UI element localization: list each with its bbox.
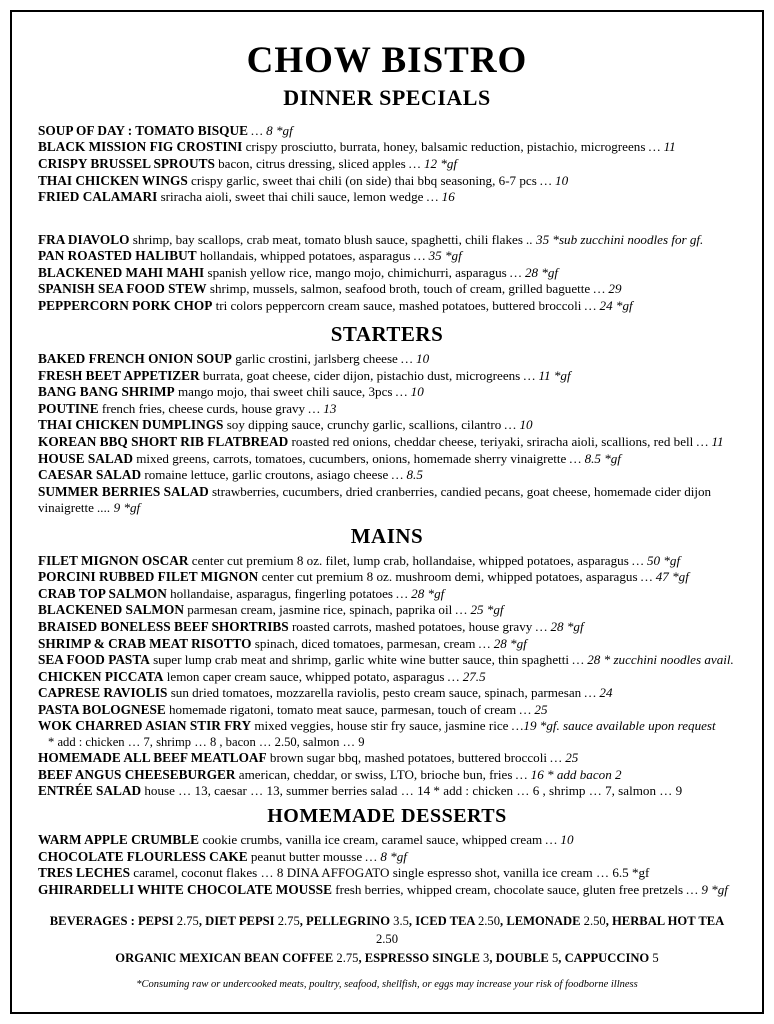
menu-item [38, 553, 736, 569]
menu-item [38, 767, 736, 783]
beverage-name: , ICED TEA [408, 914, 478, 929]
menu-item [38, 619, 736, 635]
menu-item-name: CAPRESE RAVIOLIS [38, 685, 168, 701]
menu-item-name: FRIED CALAMARI [38, 189, 158, 205]
menu-item-name: BAKED FRENCH ONION SOUP [38, 351, 232, 367]
menu-item-price: … 25 *gf [452, 602, 504, 618]
beverage-name: , ESPRESSO SINGLE [358, 950, 484, 965]
beverage-price: 2.75 [176, 914, 199, 929]
menu-item-price: … 12 *gf [405, 156, 458, 171]
menu-item-description: center cut premium 8 oz. filet, lump crab, hollandaise, whipped potatoes, asparagus [188, 552, 629, 568]
menu-item-price: … 9 *gf [683, 881, 728, 897]
menu-item [38, 173, 736, 189]
menu-item-name: BLACKENED SALMON [38, 602, 184, 618]
menu-item-description: spinach, diced tomatoes, parmesan, cream [251, 635, 476, 651]
menu-item-name: CRISPY BRUSSEL SPROUTS [38, 156, 215, 171]
menu-item-description: caramel, coconut flakes … 8 DINA AFFOGATO single espresso shot, vanilla ice cream … 6.5 *gf [130, 865, 650, 881]
menu-item-description: french fries, cheese curds, house gravy [98, 400, 306, 416]
menu-item-description: lemon caper cream sauce, whipped potato, asparagus [163, 668, 445, 684]
menu-subtitle: DINNER SPECIALS [283, 84, 491, 110]
menu-item-description: crispy garlic, sweet thai chili (on side) thai bbq seasoning, 6-7 pcs [187, 172, 537, 188]
beverage-name: , CAPPUCCINO [558, 950, 653, 965]
menu-item-name: KOREAN BBQ SHORT RIB FLATBREAD [38, 434, 289, 450]
menu-item-name: SEA FOOD PASTA [38, 652, 150, 668]
beverages-line-2 [38, 949, 736, 967]
menu-item-name: FILET MIGNON OSCAR [38, 552, 189, 568]
menu-item [38, 123, 736, 139]
menu-item-name: PAN ROASTED HALIBUT [38, 248, 197, 264]
menu-item [38, 265, 736, 281]
menu-item [38, 139, 736, 155]
menu-item-price: … 11 [693, 434, 724, 450]
menu-item-price: … 25 [516, 701, 548, 717]
menu-item-description: roasted carrots, mashed potatoes, house gravy [288, 618, 533, 634]
menu-item-price: … 28 *gf [392, 585, 445, 601]
menu-item-price: … 10 [536, 172, 569, 188]
menu-item [38, 636, 736, 652]
menu-item-name: BANG BANG SHRIMP [38, 384, 175, 400]
menu-item [38, 248, 736, 264]
menu-item [38, 569, 736, 585]
menu-item-description: tri colors peppercorn cream sauce, mashed potatoes, buttered broccoli [212, 298, 582, 314]
menu-item-price: … 28 *gf [475, 635, 527, 651]
restaurant-title: CHOW BISTRO [246, 40, 528, 81]
beverage-name: , DOUBLE [489, 950, 552, 965]
beverage-name: , HERBAL HOT TEA [605, 914, 725, 929]
menu-item [38, 669, 736, 685]
beverage-price: 3.5 [393, 914, 409, 929]
beverage-price: 2.50 [477, 914, 501, 929]
menu-item-price: … 35 *gf [410, 248, 462, 264]
menu-item-description: strawberries, cucumbers, dried cranberries, candied pecans, goat cheese, homemade cider dijon vinaigrette [38, 483, 712, 515]
section-title-desserts: HOMEMADE DESSERTS [267, 805, 507, 828]
menu-item-description: cookie crumbs, vanilla ice cream, caramel sauce, whipped cream [199, 832, 543, 848]
menu-item-price: … 27.5 [444, 668, 486, 684]
menu-item-name: BLACK MISSION FIG CROSTINI [38, 139, 243, 155]
menu-item [38, 865, 736, 881]
menu-item-price: … 16 [423, 189, 455, 205]
menu-item-price: … 28 *gf [506, 264, 559, 280]
menu-item [38, 434, 736, 450]
menu-item-name: CHICKEN PICCATA [38, 668, 164, 684]
menu-item-description: mixed greens, carrots, tomatoes, cucumbers, onions, homemade sherry vinaigrette [132, 450, 567, 466]
menu-item-name: PASTA BOLOGNESE [38, 701, 166, 717]
beverages-items-1 [138, 914, 724, 946]
beverage-price: 5 [652, 950, 659, 965]
menu-item-name: PEPPERCORN PORK CHOP [38, 298, 213, 314]
menu-item-description: mango mojo, thai sweet chili sauce, 3pcs [174, 384, 393, 400]
menu-item [38, 586, 736, 602]
menu-item [38, 783, 736, 799]
beverage-price: 2.75 [336, 950, 359, 965]
menu-item-price: .... 9 *gf [94, 499, 141, 515]
menu-item-description: mixed veggies, house stir fry sauce, jasmine rice [251, 718, 509, 734]
menu-item-name: THAI CHICKEN DUMPLINGS [38, 417, 224, 433]
menu-item-name: TRES LECHES [38, 865, 131, 881]
menu-item-description: shrimp, bay scallops, crab meat, tomato blush sauce, spaghetti, chili flakes [129, 231, 523, 247]
menu-item [38, 685, 736, 701]
menu-item-description: bacon, citrus dressing, sliced apples [214, 156, 406, 171]
menu-item-name: FRA DIAVOLO [38, 231, 130, 247]
beverages-line-1 [38, 912, 736, 949]
menu-item-description: crispy prosciutto, burrata, honey, balsamic reduction, pistachio, microgreens [242, 139, 646, 155]
menu-item-name: WARM APPLE CRUMBLE [38, 832, 200, 848]
menu-item [38, 602, 736, 618]
menu-item [38, 702, 736, 718]
beverage-price: 2.75 [277, 914, 300, 929]
menu-item-price: … 10 [392, 384, 424, 400]
menu-item-price: … 16 * add bacon 2 [512, 766, 622, 782]
menu-item-description: hollandaise, asparagus, fingerling potatoes [166, 585, 393, 601]
beverage-price: 2.50 [375, 932, 399, 947]
mains-continued-list [38, 750, 736, 799]
menu-item [38, 401, 736, 417]
menu-content [10, 10, 764, 1014]
menu-item [38, 232, 736, 248]
menu-item-description: house … 13, caesar … 13, summer berries salad … 14 * add : chicken … 6 , shrimp … 7, salmon … 9 [141, 783, 683, 799]
menu-item-name: BRAISED BONELESS BEEF SHORTRIBS [38, 618, 289, 634]
menu-item [38, 384, 736, 400]
menu-item [38, 189, 736, 205]
menu-item-description: parmesan cream, jasmine rice, spinach, paprika oil [183, 602, 453, 618]
menu-item-name: BEEF ANGUS CHEESEBURGER [38, 766, 236, 782]
menu-item-description: brown sugar bbq, mashed potatoes, buttered broccoli [266, 750, 548, 766]
specials-mains-list [38, 232, 736, 314]
menu-item [38, 368, 736, 384]
menu-item-description: burrata, goat cheese, cider dijon, pistachio dust, microgreens [199, 367, 521, 383]
beverages-block [38, 912, 736, 967]
menu-item-description: sun dried tomatoes, mozzarella raviolis, pesto cream sauce, spinach, parmesan [167, 685, 582, 701]
menu-item-description: american, cheddar, or swiss, LTO, brioche bun, fries [235, 766, 513, 782]
section-title-mains: MAINS [350, 523, 424, 548]
menu-item-name: SPANISH SEA FOOD STEW [38, 281, 207, 297]
menu-item-name: BLACKENED MAHI MAHI [38, 264, 205, 280]
menu-item-price: … 8 *gf [247, 122, 293, 138]
menu-item-price: … 10 [542, 832, 574, 848]
menu-item-price: … 10 [397, 351, 430, 367]
beverage-name: PEPSI [137, 914, 177, 929]
beverage-name: , LEMONADE [500, 914, 584, 929]
menu-item-name: GHIRARDELLI WHITE CHOCOLATE MOUSSE [38, 881, 332, 897]
menu-item-price: … 10 [501, 417, 533, 433]
menu-item-description: super lump crab meat and shrimp, garlic white wine butter sauce, thin spaghetti [149, 652, 570, 668]
menu-item-description: shrimp, mussels, salmon, seafood broth, touch of cream, grilled baguette [206, 281, 591, 297]
beverage-name: , PELLEGRINO [299, 914, 394, 929]
menu-item [38, 417, 736, 433]
menu-item [38, 652, 736, 668]
menu-item-name: POUTINE [38, 400, 99, 416]
section-title-starters: STARTERS [330, 322, 444, 347]
menu-item-name: THAI CHICKEN WINGS [38, 172, 188, 188]
menu-item-name: ENTRÉE SALAD [38, 783, 142, 799]
menu-item-description: fresh berries, whipped cream, chocolate sauce, gluten free pretzels [331, 881, 684, 897]
menu-item-description: homemade rigatoni, tomato meat sauce, parmesan, touch of cream [165, 701, 517, 717]
menu-item-price: … 24 [581, 685, 613, 701]
menu-item-name: SUMMER BERRIES SALAD [38, 483, 209, 499]
menu-item [38, 832, 736, 848]
menu-item-description: hollandais, whipped potatoes, asparagus [196, 248, 411, 264]
menu-item-name: HOMEMADE ALL BEEF MEATLOAF [38, 750, 267, 766]
menu-item-description: peanut butter mousse [247, 848, 363, 864]
menu-item [38, 484, 736, 516]
menu-item-name: SOUP OF DAY : TOMATO BISQUE [38, 122, 248, 138]
menu-item-description: spanish yellow rice, mango mojo, chimichurri, asparagus [204, 264, 507, 280]
menu-item-name: SHRIMP & CRAB MEAT RISOTTO [38, 635, 252, 651]
menu-item-description: garlic crostini, jarlsberg cheese [231, 351, 398, 367]
menu-item-price: … 50 *gf [628, 552, 681, 568]
beverage-price: 5 [551, 950, 559, 965]
spacer [38, 206, 736, 232]
mains-addon-note: * add : chicken … 7, shrimp … 8 , bacon … 2.50, salmon … 9 [48, 735, 365, 750]
menu-item [38, 467, 736, 483]
menu-item-price: … 29 [590, 281, 622, 297]
menu-item-description: roasted red onions, cheddar cheese, teriyaki, sriracha aioli, scallions, red bell [288, 434, 694, 450]
menu-item-name: WOK CHARRED ASIAN STIR FRY [38, 718, 252, 734]
menu-item-price: … 8.5 [388, 467, 423, 483]
menu-item [38, 882, 736, 898]
menu-item-price: .. 35 *sub zucchini noodles for gf. [522, 231, 704, 247]
menu-item-name: HOUSE SALAD [38, 450, 133, 466]
menu-item-name: FRESH BEET APPETIZER [38, 367, 200, 383]
menu-item [38, 718, 736, 734]
disclaimer-note: *Consuming raw or undercooked meats, poultry, seafood, shellfish, or eggs may increase your risk of foodborne illness [136, 978, 638, 990]
menu-item [38, 298, 736, 314]
menu-item-price: … 25 [547, 750, 579, 766]
beverage-name: ORGANIC MEXICAN BEAN COFFEE [115, 950, 337, 965]
menu-item-price: … 11 *gf [520, 367, 571, 383]
menu-item-description: center cut premium 8 oz. mushroom demi, whipped potatoes, asparagus [258, 569, 638, 585]
beverage-price: 2.50 [583, 914, 606, 929]
menu-item-price: … 24 *gf [581, 298, 633, 314]
menu-item-price: … 28 * zucchini noodles avail. [569, 652, 734, 668]
menu-item-description: soy dipping sauce, crunchy garlic, scallions, cilantro [223, 417, 502, 433]
menu-item-name: PORCINI RUBBED FILET MIGNON [38, 569, 259, 585]
starters-list [38, 351, 736, 516]
beverages-label: BEVERAGES : [49, 914, 135, 929]
menu-item-name: CRAB TOP SALMON [38, 585, 167, 601]
menu-item-description: romaine lettuce, garlic croutons, asiago cheese [141, 467, 389, 483]
menu-item-price: … 28 *gf [532, 618, 584, 634]
menu-item-price: … 47 *gf [637, 569, 689, 585]
menu-item-price: … 11 [645, 139, 676, 155]
menu-item-price: … 13 [305, 400, 337, 416]
menu-item [38, 750, 736, 766]
menu-item-price: …19 *gf. sauce available upon request [508, 718, 716, 734]
beverage-price: 3 [483, 950, 490, 965]
specials-top-list [38, 123, 736, 205]
mains-list [38, 553, 736, 735]
menu-item-description: sriracha aioli, sweet thai chili sauce, lemon wedge [157, 189, 424, 205]
menu-item-name: CHOCOLATE FLOURLESS CAKE [38, 848, 248, 864]
menu-item [38, 156, 736, 172]
menu-item-price: … 8 *gf [362, 848, 407, 864]
desserts-list [38, 832, 736, 898]
menu-item-name: CAESAR SALAD [38, 467, 142, 483]
menu-item-price: … 8.5 *gf [566, 450, 621, 466]
menu-item [38, 849, 736, 865]
menu-item [38, 451, 736, 467]
menu-item [38, 281, 736, 297]
beverage-name: , DIET PEPSI [198, 914, 278, 929]
menu-item [38, 351, 736, 367]
